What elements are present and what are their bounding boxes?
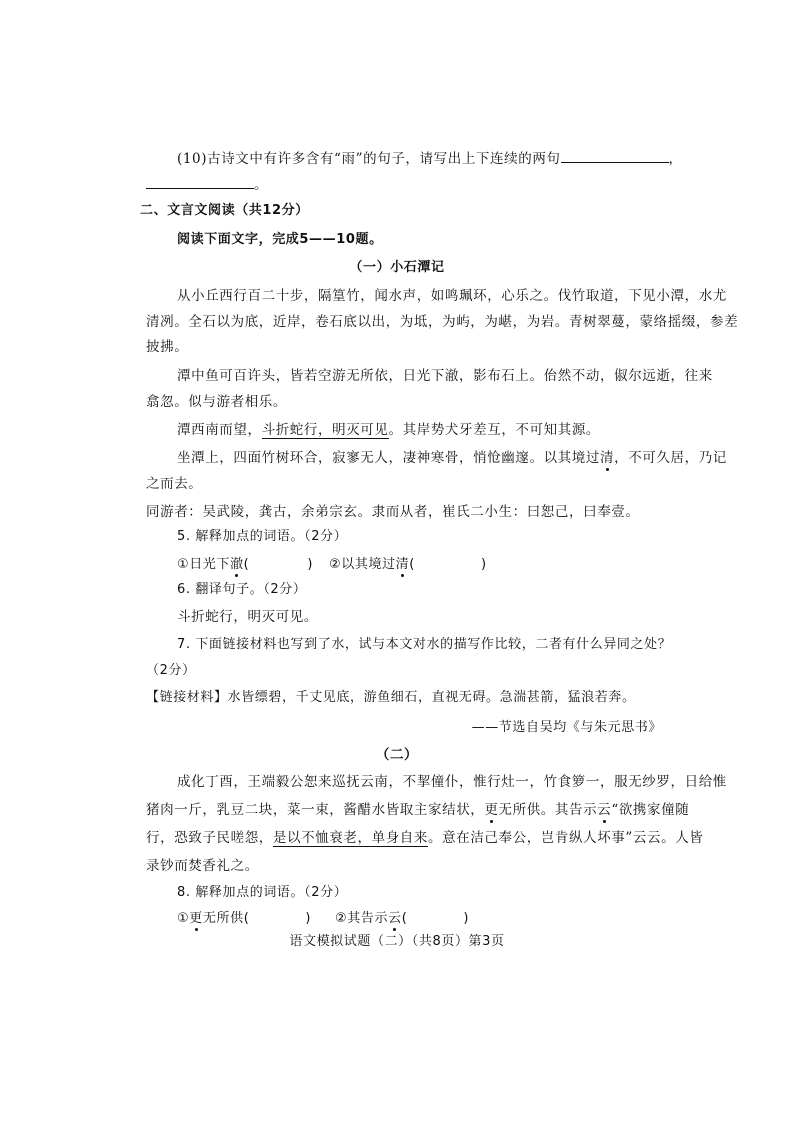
question-7-source: ——节选自吴均《与朱元思书》 — [471, 720, 662, 735]
page-footer: 语文模拟试题（二）（共8页）第3页 — [289, 934, 505, 949]
passage-1-p3 — [177, 420, 600, 440]
question-10-text: (10)古诗文中有许多含有“雨”的句子，请写出上下连续的两句 — [177, 151, 561, 167]
passage-2-line-3 — [146, 828, 703, 848]
section-2-heading: 二、文言文阅读（共12分） — [140, 203, 309, 218]
q8-opt2-paren-open: ( — [401, 911, 408, 926]
q8-opt2-dotted: 云 — [388, 911, 402, 926]
passage-2-line-4: 录钞而焚香礼之。 — [146, 858, 259, 874]
question-10-line-2 — [146, 174, 268, 195]
q5-opt2-pre: ②以其境过 — [329, 557, 396, 572]
passage-1-p4-line-1 — [177, 448, 727, 468]
question-5-options — [177, 555, 487, 575]
passage-1-p4-post: ，不可久居，乃记 — [614, 450, 727, 466]
q8-opt1-post: 无所供 — [202, 911, 244, 926]
question-10-sep: ， — [668, 151, 683, 167]
q5-opt2-paren-close: ) — [480, 557, 487, 572]
passage-2-l3-pre: 行，恐致子民嗟怨， — [146, 830, 273, 846]
passage-1-p4-pre: 坐潭上，四面竹树环合，寂寥无人，凄神寒骨，悄怆幽邃。以其境过 — [177, 450, 600, 466]
question-8-stem: 8. 解释加点的词语。（2分） — [177, 885, 348, 900]
question-6-stem: 6. 翻译句子。（2分） — [177, 582, 307, 597]
dotted-word-geng: 更 — [484, 802, 499, 818]
question-8-options — [177, 909, 469, 929]
passage-2-line-2 — [146, 800, 689, 820]
question-6-sentence: 斗折蛇行，明灭可见。 — [177, 609, 318, 625]
q5-opt2-dotted: 清 — [395, 557, 410, 572]
passage-2-l2-mid: 无所供。其告示 — [498, 802, 598, 818]
passage-2-line-1: 成化丁酉，王端毅公恕来巡抚云南，不挈僮仆，惟行灶一，竹食箩一，服无纱罗，日给惟 — [177, 774, 727, 790]
question-5-stem: 5. 解释加点的词语。（2分） — [177, 529, 348, 544]
q5-opt1-paren-open: ( — [243, 557, 250, 572]
q8-opt1-paren-close: ) — [305, 911, 312, 926]
passage-1-p5: 同游者：吴武陵，龚古，余弟宗玄。隶而从者，崔氏二小生：曰恕己，曰奉壹。 — [146, 504, 640, 520]
q8-opt1-paren-open: ( — [243, 911, 250, 926]
passage-1-p1-line-1: 从小丘西行百二十步，隔篁竹，闻水声，如鸣珮环，心乐之。伐竹取道，下见小潭，水尤 — [177, 288, 727, 304]
passage-2-title: （二） — [375, 747, 419, 763]
q8-opt1-pre: ① — [177, 911, 190, 926]
question-7-stem-line-2: （2分） — [146, 663, 196, 678]
passage-2-l2-pre: 猪肉一斤，乳豆二块，菜一束，酱醋水皆取主家结状， — [146, 802, 485, 818]
question-7-material: 【链接材料】水皆缥碧，千丈见底，游鱼细石，直视无碍。急湍甚箭，猛浪若奔。 — [146, 690, 636, 705]
passage-2-l2-post: “欲携家僮随 — [611, 802, 690, 818]
q8-opt2-pre: ②其告示 — [335, 911, 389, 926]
passage-2-l3-underlined: 是以不恤衰老，单身自来 — [272, 830, 429, 846]
dotted-word-yun: 云 — [597, 802, 612, 818]
q5-opt1-pre: ①日光下 — [177, 557, 231, 572]
question-7-stem-line-1: 7. 下面链接材料也写到了水，试与本文对水的描写作比较，二者有什么异同之处？ — [177, 637, 672, 652]
answer-blank-1[interactable] — [561, 148, 669, 163]
question-10-line — [177, 148, 683, 169]
passage-1-p2-line-2: 翕忽。似与游者相乐。 — [146, 394, 287, 410]
q8-opt2-paren-close: ) — [463, 911, 470, 926]
section-2-instruction: 阅读下面文字，完成5——10题。 — [177, 232, 383, 247]
passage-1-p4-line-2: 之而去。 — [146, 476, 203, 492]
q5-opt1-dotted: 澈 — [230, 557, 244, 572]
q5-opt1-paren-close: ) — [307, 557, 314, 572]
passage-2-l3-post: 。意在洁己奉公，岂肯纵人坏事”云云。人皆 — [428, 830, 704, 846]
passage-1-p3-pre: 潭西南而望， — [177, 422, 262, 438]
dotted-word-qing: 清 — [600, 450, 615, 466]
passage-1-p3-post: 。其岸势犬牙差互，不可知其源。 — [388, 422, 601, 438]
q5-opt2-paren-open: ( — [409, 557, 415, 572]
passage-1-p1-line-2: 清冽。全石以为底，近岸，卷石底以出，为坻，为屿，为嵁，为岩。青树翠蔓，蒙络摇缀，参差 — [146, 314, 739, 330]
question-10-end: 。 — [254, 177, 269, 193]
passage-1-p2-line-1: 潭中鱼可百许头，皆若空游无所依，日光下澈，影布石上。佁然不动，俶尔远逝，往来 — [177, 368, 713, 384]
answer-blank-2[interactable] — [146, 174, 254, 189]
passage-1-p3-underlined: 斗折蛇行，明灭可见 — [261, 422, 389, 438]
passage-1-title: （一）小石潭记 — [349, 260, 445, 275]
q8-opt1-dotted: 更 — [189, 911, 203, 926]
passage-1-p1-line-3: 披拂。 — [146, 339, 189, 355]
